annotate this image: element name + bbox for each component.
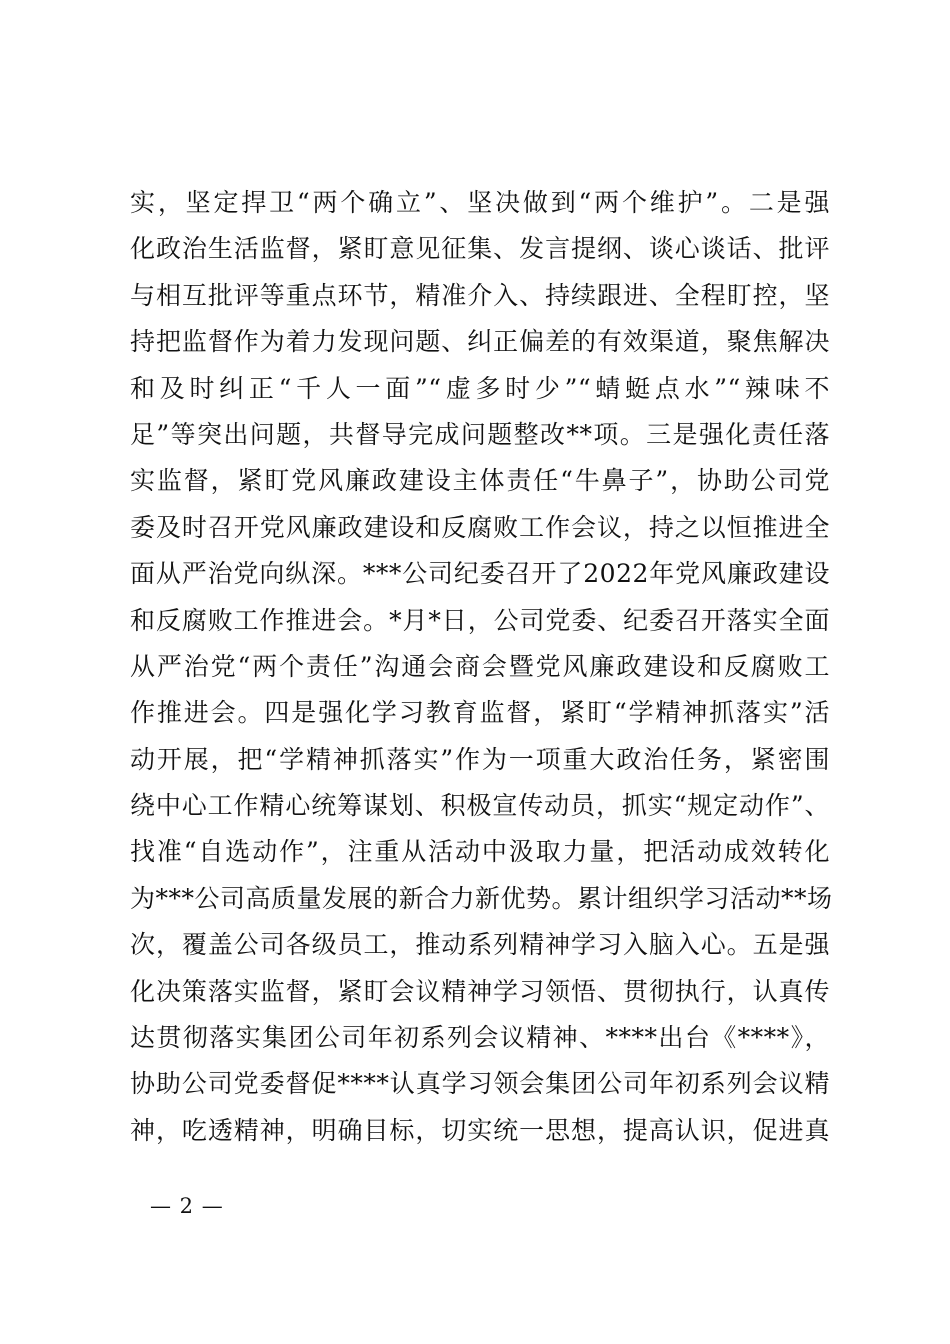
text-line: 从严治党“两个责任”沟通会商会暨党风廉政建设和反腐败工	[130, 651, 830, 681]
text-line: 化政治生活监督，紧盯意见征集、发言提纲、谈心谈话、批评	[130, 234, 830, 264]
text-line: 协助公司党委督促****认真学习领会集团公司年初系列会议精	[130, 1069, 830, 1099]
text-line: 为***公司高质量发展的新合力新优势。累计组织学习活动**场	[130, 883, 833, 913]
text-line: 实监督，紧盯党风廉政建设主体责任“牛鼻子”，协助公司党	[130, 466, 830, 496]
text-line: 与相互批评等重点环节，精准介入、持续跟进、全程盯控，坚	[130, 280, 830, 310]
text-line: 和及时纠正“千人一面”“虚多时少”“蜻蜓点水”“辣味不	[130, 373, 830, 403]
page-number: — 2 —	[150, 1194, 224, 1218]
text-line: 动开展，把“学精神抓落实”作为一项重大政治任务，紧密围	[130, 744, 830, 774]
text-line: 达贯彻落实集团公司年初系列会议精神、****出台《****》，	[130, 1023, 830, 1053]
text-line: 神，吃透精神，明确目标，切实统一思想，提高认识，促进真	[130, 1115, 830, 1145]
text-line: 找准“自选动作”，注重从活动中汲取力量，把活动成效转化	[130, 837, 830, 867]
text-line: 绕中心工作精心统筹谋划、积极宣传动员，抓实“规定动作”、	[130, 791, 830, 821]
text-line: 次，覆盖公司各级员工，推动系列精神学习入脑入心。五是强	[130, 930, 830, 960]
text-line: 足”等突出问题，共督导完成问题整改**项。三是强化责任落	[130, 419, 830, 449]
body-text	[130, 180, 833, 1154]
text-line: 实，坚定捍卫“两个确立”、坚决做到“两个维护”。二是强	[130, 188, 830, 217]
text-line: 和反腐败工作推进会。*月*日，公司党委、纪委召开落实全面	[130, 605, 830, 635]
text-line: 委及时召开党风廉政建设和反腐败工作会议，持之以恒推进全	[130, 512, 830, 542]
text-line: 化决策落实监督，紧盯会议精神学习领悟、贯彻执行，认真传	[130, 976, 830, 1006]
text-line: 面从严治党向纵深。***公司纪委召开了2022年党风廉政建设	[130, 559, 830, 589]
text-line: 作推进会。四是强化学习教育监督，紧盯“学精神抓落实”活	[130, 698, 830, 728]
text-line: 持把监督作为着力发现问题、纠正偏差的有效渠道，聚焦解决	[130, 327, 830, 357]
